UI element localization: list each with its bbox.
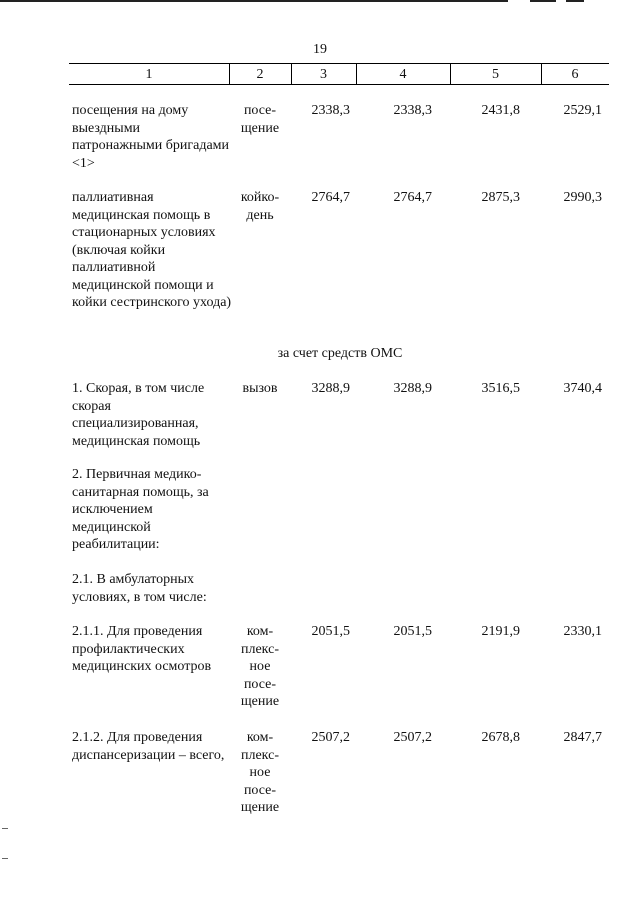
row-value-col3: 2507,2 [311, 730, 350, 745]
row-value-col3: 2051,5 [311, 624, 350, 639]
header-col-6: 6 [571, 67, 579, 82]
header-col-4: 4 [399, 67, 407, 82]
header-col-1: 1 [145, 67, 153, 82]
row-unit: ком- плекс- ное посе- щение [240, 624, 280, 709]
row-unit: ком- плекс- ное посе- щение [240, 730, 280, 815]
row-value-col6: 2529,1 [563, 103, 602, 118]
header-bottom-rule [69, 84, 609, 85]
header-col-5: 5 [492, 67, 499, 82]
header-col-3: 3 [320, 67, 327, 82]
row-label: 2.1.1. Для проведения профилактических медицинских осмотров [72, 624, 212, 674]
row-value-col5: 2678,8 [481, 730, 520, 745]
scan-edge-line [530, 0, 556, 2]
scan-margin-mark [2, 858, 8, 859]
row-label: 1. Скорая, в том числе скорая специализированная, медицинская помощь [72, 381, 205, 449]
row-value-col5: 2191,9 [481, 624, 520, 639]
header-top-rule [69, 63, 609, 64]
row-unit: койко- день [240, 190, 280, 223]
row-value-col6: 2330,1 [563, 624, 602, 639]
row-value-col6: 2847,7 [563, 730, 602, 745]
row-value-col6: 3740,4 [563, 381, 602, 396]
row-label: паллиативная медицинская помощь в стационарных условиях (включая койки паллиативной медицинской помощи и койки сестринского ухода) [72, 190, 232, 310]
row-label: 2.1.2. Для проведения диспансеризации – всего, [72, 730, 225, 763]
row-label: 2. Первичная медико-санитарная помощь, за исключением медицинской реабилитации: [72, 467, 209, 552]
row-label: посещения на дому выездными патронажными бригадами <1> [72, 103, 230, 171]
row-value-col4: 2764,7 [393, 190, 432, 205]
row-value-col4: 2051,5 [393, 624, 432, 639]
row-value-col3: 2764,7 [311, 190, 350, 205]
row-value-col4: 3288,9 [393, 381, 432, 396]
row-value-col5: 2875,3 [481, 190, 520, 205]
row-value-col5: 2431,8 [481, 103, 520, 118]
row-value-col3: 3288,9 [311, 381, 350, 396]
scan-edge-line [0, 0, 508, 2]
row-value-col6: 2990,3 [563, 190, 602, 205]
row-value-col4: 2338,3 [393, 103, 432, 118]
page-number: 19 [313, 42, 327, 57]
header-col-2: 2 [256, 67, 264, 82]
row-value-col5: 3516,5 [481, 381, 520, 396]
row-value-col3: 2338,3 [311, 103, 350, 118]
row-label: 2.1. В амбулаторных условиях, в том числе: [72, 572, 207, 605]
row-unit: вызов [242, 381, 278, 396]
row-value-col4: 2507,2 [393, 730, 432, 745]
scan-margin-mark [2, 828, 8, 829]
scan-edge-line [566, 0, 584, 2]
section-heading: за счет средств ОМС [277, 346, 403, 361]
row-unit: посе- щение [240, 103, 280, 136]
